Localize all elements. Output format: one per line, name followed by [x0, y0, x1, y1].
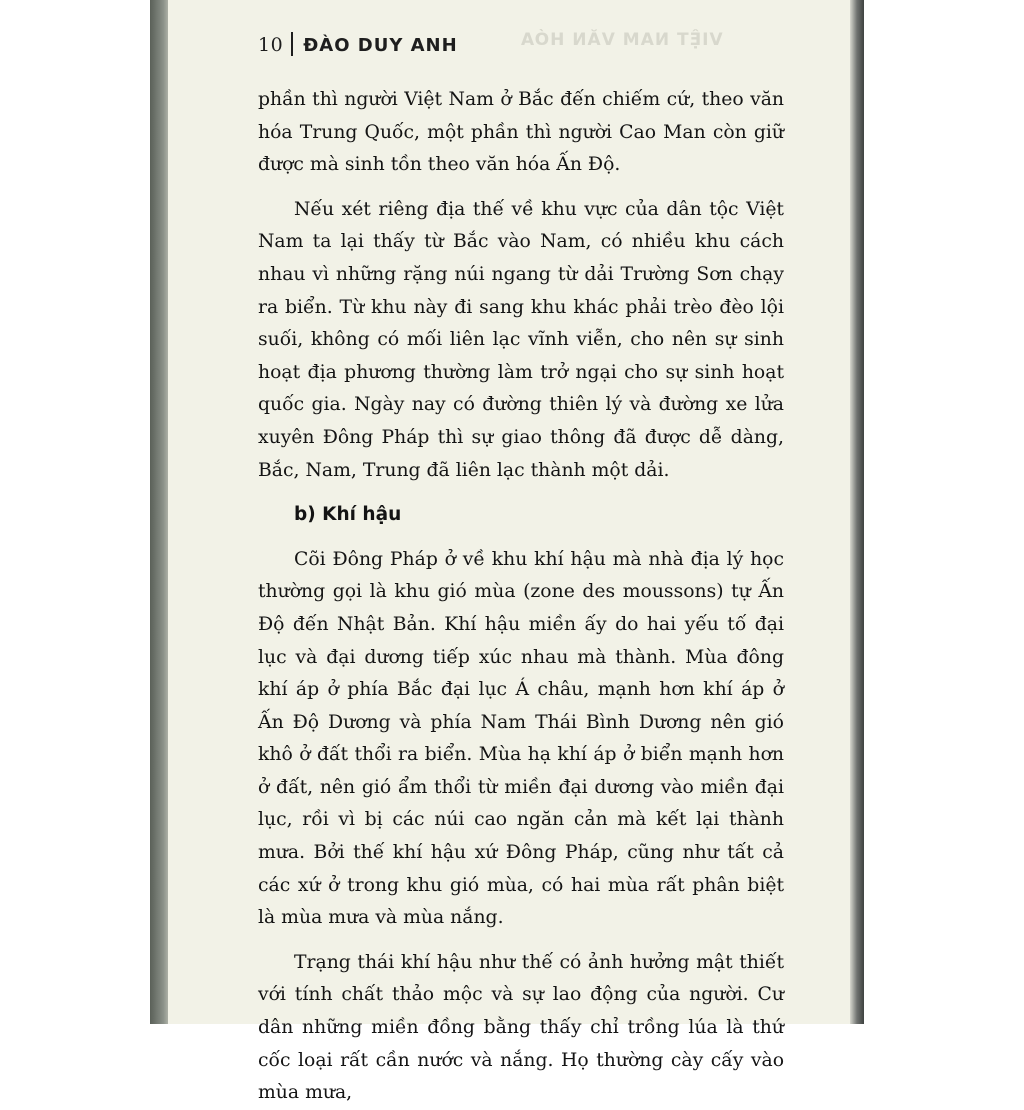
page-body [258, 84, 784, 1110]
paragraph-geography: Nếu xét riêng địa thế về khu vực của dân tộc Việt Nam ta lại thấy từ Bắc vào Nam, có nhiều khu cách nhau vì những rặng núi ngang từ dải Trường Sơn chạy ra biển. Từ khu này đi sang khu khác phải trèo đèo lội suối, không có mối liên lạc vĩnh viễn, cho nên sự sinh hoạt địa phương thường làm trở ngại cho sự sinh hoạt quốc gia. Ngày nay có đường thiên lý và đường xe lửa xuyên Đông Pháp thì sự giao thông đã được dễ dàng, Bắc, Nam, Trung đã liên lạc thành một dải. [258, 198, 784, 481]
bleed-through-text: VIỆT NAM VĂN HÓA [520, 30, 723, 50]
book-edge-shadow [850, 0, 864, 1024]
header-divider [291, 32, 293, 56]
author-name: ĐÀO DUY ANH [303, 35, 458, 56]
paragraph-climate-effects: Trạng thái khí hậu như thế có ảnh hưởng mật thiết với tính chất thảo mộc và sự lao động của người. Cư dân những miền đồng bằng thấy chỉ trồng lúa là thứ cốc loại rất cần nước và nắng. Họ thường cày cấy vào mùa mưa, [258, 951, 784, 1104]
page-number: 10 [258, 34, 284, 56]
paragraph-continued: phần thì người Việt Nam ở Bắc đến chiếm cứ, theo văn hóa Trung Quốc, một phần thì người Cao Man còn giữ được mà sinh tồn theo văn hóa Ấn Độ. [258, 89, 784, 176]
running-header [258, 32, 458, 56]
paragraph-climate: Cõi Đông Pháp ở về khu khí hậu mà nhà địa lý học thường gọi là khu gió mùa (zone des moussons) tự Ấn Độ đến Nhật Bản. Khí hậu miền ấy do hai yếu tố đại lục và đại dương tiếp xúc nhau mà thành. Mùa đông khí áp ở phía Bắc đại lục Á châu, mạnh hơn khí áp ở Ấn Độ Dương và phía Nam Thái Bình Dương nên gió khô ở đất thổi ra biển. Mùa hạ khí áp ở biển mạnh hơn ở đất, nên gió ẩm thổi từ miền đại dương vào miền đại lục, rồi vì bị các núi cao ngăn cản mà kết lại thành mưa. Bởi thế khí hậu xứ Đông Pháp, cũng như tất cả các xứ ở trong khu gió mùa, có hai mùa rất phân biệt là mùa mưa và mùa nắng. [258, 548, 784, 929]
section-heading: b) Khí hậu [294, 504, 402, 526]
